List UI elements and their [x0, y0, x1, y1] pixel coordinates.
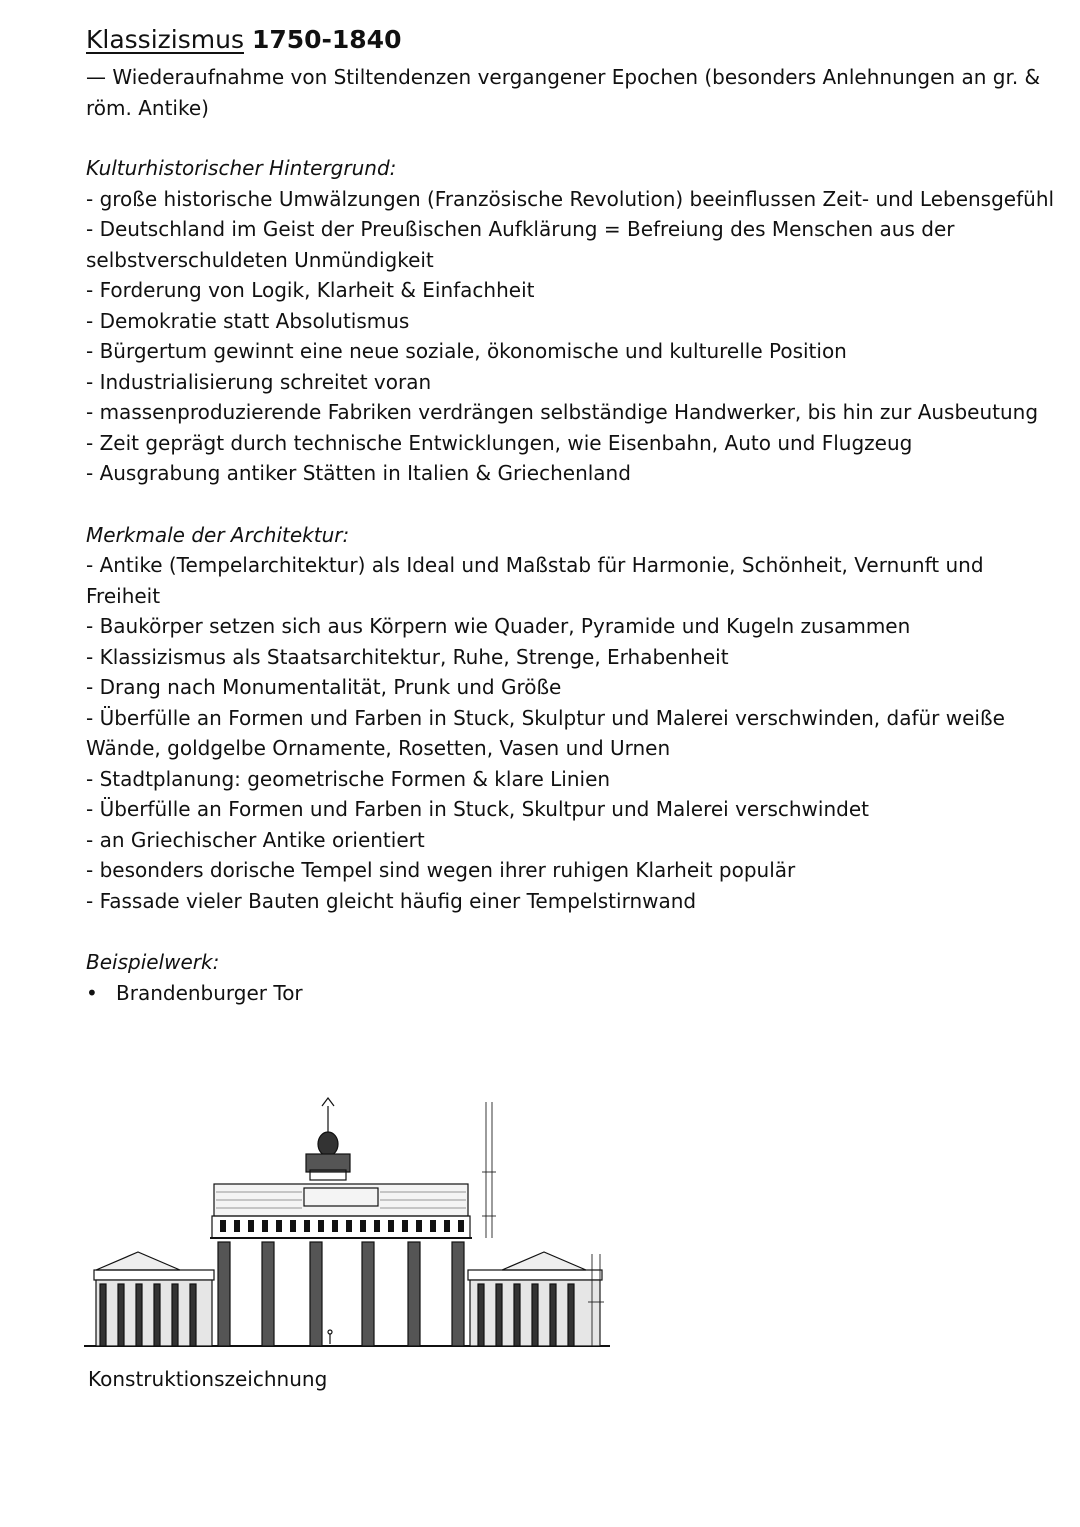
architecture-list: [86, 550, 1056, 916]
list-item: - große historische Umwälzungen (Französische Revolution) beeinflussen Zeit- und Lebensgefühl: [86, 186, 1055, 211]
history-heading: Kulturhistorischer Hintergrund:: [86, 156, 397, 180]
list-item: - Zeit geprägt durch technische Entwicklungen, wie Eisenbahn, Auto und Flugzeug: [86, 430, 913, 455]
example-heading: Beispielwerk:: [86, 950, 220, 974]
architecture-heading: Merkmale der Architektur:: [86, 522, 350, 547]
page-title: [86, 22, 1056, 58]
list-item: - Bürgertum gewinnt eine neue soziale, ökonomische und kulturelle Position: [86, 339, 847, 363]
list-item: - Fassade vieler Bauten gleicht häufig einer Tempelstirnwand: [86, 888, 697, 913]
list-item: - Industrialisierung schreitet voran: [86, 369, 432, 394]
list-item: - Stadtplanung: geometrische Formen & klare Linien: [86, 766, 611, 791]
list-item: - Deutschland im Geist der Preußischen Aufklärung = Befreiung des Menschen aus der selbstverschuldeten Unmündigkeit: [86, 217, 955, 272]
list-item: - Demokratie statt Absolutismus: [86, 308, 410, 333]
list-item: - Antike (Tempelarchitektur) als Ideal und Maßstab für Harmonie, Schönheit, Vernunft und Freiheit: [86, 553, 984, 608]
bullet-icon: •: [86, 980, 98, 1005]
example-item-label: Brandenburger Tor: [116, 980, 303, 1005]
list-item: - massenproduzierende Fabriken verdrängen selbständige Handwerker, bis hin zur Ausbeutung: [86, 400, 1039, 424]
list-item: - Überfülle an Formen und Farben in Stuck, Skulptur und Malerei verschwinden, dafür weiße Wände, goldgelbe Ornamente, Rosetten, Vasen und Urnen: [86, 705, 1005, 760]
brandenburger-tor-drawing: [82, 1092, 612, 1352]
intro-text: — Wiederaufnahme von Stiltendenzen vergangener Epochen (besonders Anlehnungen an gr. & röm. Antike): [86, 65, 1041, 120]
history-list: [86, 184, 1056, 489]
list-item: - Baukörper setzen sich aus Körpern wie Quader, Pyramide und Kugeln zusammen: [86, 614, 911, 638]
section-spacer: [86, 916, 1056, 947]
list-item: - Drang nach Monumentalität, Prunk und Größe: [86, 675, 562, 699]
list-item: - an Griechischer Antike orientiert: [86, 827, 425, 852]
example-item: [86, 978, 1056, 1008]
list-item: - Überfülle an Formen und Farben in Stuck, Skultpur und Malerei verschwindet: [86, 797, 869, 821]
section-spacer: [86, 489, 1056, 520]
title-years: 1750-1840: [251, 25, 402, 54]
list-item: - Forderung von Logik, Klarheit & Einfachheit: [86, 278, 535, 302]
list-item: - besonders dorische Tempel sind wegen ihrer ruhigen Klarheit populär: [86, 858, 796, 882]
figure-caption: Konstruktionszeichnung: [88, 1367, 328, 1391]
document-page: [86, 22, 1056, 1008]
list-item: - Klassizismus als Staatsarchitektur, Ruhe, Strenge, Erhabenheit: [86, 644, 729, 669]
title-main: Klassizismus: [86, 25, 244, 54]
quadriga-icon: [306, 1098, 350, 1180]
list-item: - Ausgrabung antiker Stätten in Italien & Griechenland: [86, 461, 631, 485]
